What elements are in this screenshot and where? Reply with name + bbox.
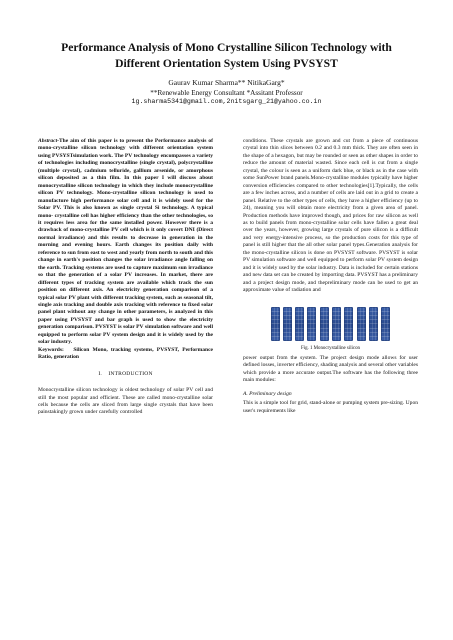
section-number: I. [98,370,102,377]
body-paragraph-2: power output from the system. The project design mode allows for user defined losses, inverter efficiency, shading analysis and several other variables which provide a more accurate output.The software has the following three main modules: [243,354,418,384]
abstract [38,138,213,347]
monocrystalline-panel-figure [271,307,391,341]
section-heading-introduction [38,371,213,378]
author-names: Gaurav Kumar Sharma** NitikaGarg* [168,78,285,87]
author-emails: 1g.sharma5341@gmail.com,2nitsgarg_21@yahoo.co.in [131,98,322,105]
keywords [38,347,213,362]
keywords-label: Keywords: [38,346,64,353]
solar-panel-module [320,307,329,341]
solar-panel-module [307,307,316,341]
body-paragraph-1: conditions. These crystals are grown and cut from a piece of continuous crystal into thin slices between 0.2 and 0.3 mm thick. They are often seen in the shape of a hexagon, but may be rounded or seen as other shapes in order to reduce the amount of material wasted. Since each cell is cut from a single crystal, the colour is seen as a uniform dark blue, or black as in the case with some SunPower brand panels.Mono-crystalline modules typically have higher conversion efficiencies compared to other technologies[1].Typically, the cells are a few inches across, and a number of cells are laid out in a grid to create a panel. Relative to the other types of cells, they have a higher efficiency (up to 24), meaning you will obtain more electricity from a given area of panel. Production methods have improved though, and prices for raw silicon as well as to build panels from mono-crystalline solar cells have fallen a great deal over the years, however, growing large crystals of pure silicon is a difficult and very energy-intensive process, so the production costs for this type of panel is still higher that the all other solar panel types.Generation analysis for the mono-crystalline silicon is done on PVSYST software. PVSYST is solar PV simulation software and well equipped to perform solar PV system design and it is widely used by the solar industry. Data is included for certain stations and new data set can be created by importing data. PVSYST has a preliminary and a project design mode, and thepreliminary mode can be used to get an approximate value of radiation and [243,138,418,294]
solar-panel-module [295,307,304,341]
solar-panel-module [344,307,353,341]
left-column [38,138,213,417]
right-column [243,138,418,415]
solar-panel-module [369,307,378,341]
keywords-text: Silicon Mono, tracking systems, PVSYST, Performance Ratio, generation [38,346,213,361]
body-paragraph-3: This is a simple tool for grid, stand-alone or pumping system pre-sizing. Upon user's requirements like [243,400,418,414]
abstract-text: The aim of this paper is to present the Performance analysis of mono-crystalline silicon technology with different orientation system using PVSYSTsimulation work. The PV technology encompasses a variety of technologies including monocrystalline (single crystal), polycrystalline (multiple crystal), cadmium telluride, gallium arsenide, or amorphous silicon deposited as a thin film. In this paper I will discuss about monocrystalline silicon technology in which they include monocrystalline silicon PV technology. Mono-crystalline silicon technology is used to manufacture high performance solar cell and it is widely used for the Solar PV. This is also known as single crystal Si technology. A typical mono- crystalline cell has higher efficiency than the other technologies, so it requires less area for the same installed power. However there is a drawback of mono-crystalline PV cell which is it only covert DNI (Direct normal irradiance) and this results to decrease in generation in the morning and evening hours. Earth changes its position daily with reference to sun from east to west and yearly from north to south and this change in earth's position changes the solar irradiance angle falling on the earth. Tracking systems are used to capture maximum sun irradiance so that the generation of a solar PV increases. In market, there are different types of tracking system are available which track the sun position on different axis. An electricity generation comparison of a typical solar PV plant with different tracking system, such as seasonal tilt, single axis tracking and double axis tracking with reference to fixed solar panel plant without any change in other parameters, is analyzed in this paper using PVSYST and bar graph is used to show the electricity generation comparison. PVSYST is solar PV simulation software and well equipped to perform solar PV system design and it is widely used by the solar industry. [38,138,213,346]
subsection-heading: A. Preliminary design [243,390,292,397]
solar-panel-module [271,307,280,341]
solar-panel-module [332,307,341,341]
figure-caption: Fig. 1 Monocrystalline silicon [301,345,360,351]
solar-panel-module [381,307,390,341]
paper-title: Performance Analysis of Mono Crystalline Silicon Technology with Different Orientation System Using PVSYST [61,41,392,70]
solar-panel-module [283,307,292,341]
solar-panel-module [357,307,366,341]
abstract-label: Abstract- [38,138,59,144]
section-title: INTRODUCTION [108,370,153,377]
author-affiliation: **Renewable Energy Consultant *Assitant Professor [150,89,303,97]
intro-paragraph: Monocrystalline silicon technology is oldest technology of solar PV cell and still the most popular and efficient. These are called mono-crystalline solar cells because the cells are sliced from large single crystals that have been painstakingly grown under carefully controlled [38,387,213,416]
